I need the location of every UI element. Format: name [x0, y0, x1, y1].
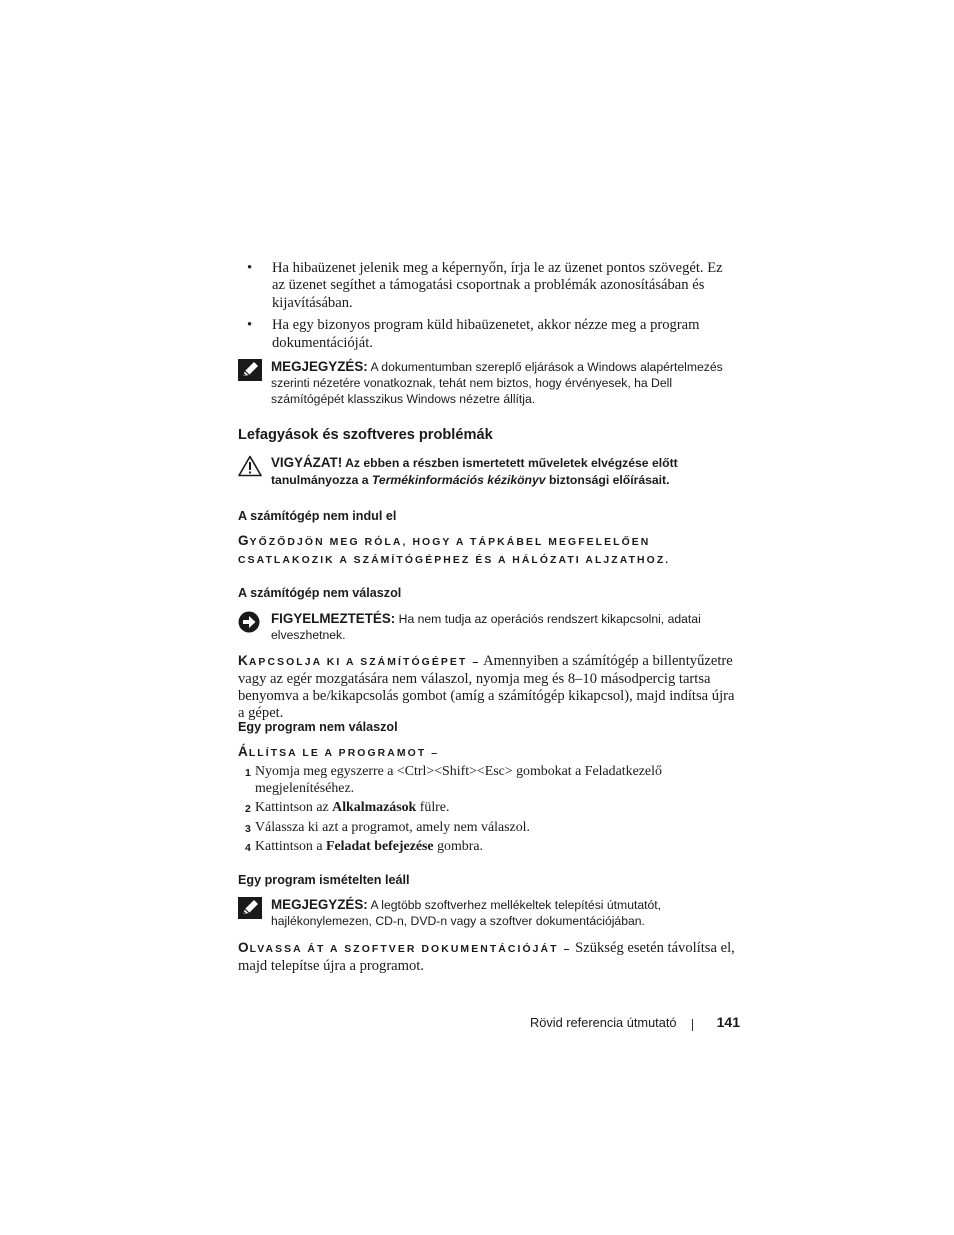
section-title: Lefagyások és szoftveres problémák — [238, 427, 493, 443]
caution-italic-title: Termékinformációs kézikönyv — [371, 472, 546, 487]
step-text: Kattintson az — [255, 800, 333, 815]
step-item — [238, 839, 738, 856]
note-pencil-icon — [238, 359, 262, 381]
caution-box — [238, 455, 738, 488]
instruction-text: YŐZŐDJÖN MEG RÓLA, HOGY A TÁPKÁBEL MEGFELELŐEN CSATLAKOZIK A SZÁMÍTÓGÉPHEZ ÉS A HÁLÓZATI ALJZATHOZ. — [238, 537, 671, 566]
instruction-paragraph — [238, 652, 738, 722]
step-text: Nyomja meg egyszerre a <Ctrl><Shift><Esc> gombokat a Feladatkezelő megjelenítéséhez. — [255, 764, 662, 796]
warning-label: FIGYELMEZTETÉS: — [271, 611, 396, 626]
note-box — [238, 897, 738, 929]
caution-text-before: Az ebben a részben ismertetett műveletek elvégzése előtt tanulmányozza a — [271, 456, 678, 487]
step-number: 4 — [245, 842, 251, 854]
warning-text: Ha nem tudja az operációs rendszert kikapcsolni, adatai elveszhetnek. — [271, 612, 701, 642]
lead-text: LLÍTSA LE A PROGRAMOT – — [248, 748, 440, 759]
step-number: 1 — [245, 767, 251, 779]
bullet-text: Ha egy bizonyos program küld hibaüzenetet, akkor nézze meg a program dokumentációját. — [272, 317, 700, 351]
step-bold-text: Alkalmazások — [332, 800, 417, 815]
lead-initial: K — [238, 653, 249, 668]
bullet-text: Ha hibaüzenet jelenik meg a képernyőn, írja le az üzenet pontos szövegét. Ez az üzenet segíthet a támogatási csoportnak a problémák azonosításában és kijavításában. — [272, 260, 723, 311]
lead-initial: Á — [238, 744, 249, 759]
subsection-title: Egy program nem válaszol — [238, 720, 398, 734]
step-item — [238, 764, 738, 797]
subsection-title: Egy program ismételten leáll — [238, 873, 410, 887]
step-text-after: gombra. — [433, 839, 483, 854]
note-text: A dokumentumban szereplő eljárások a Windows alapértelmezés szerinti nézetére vonatkoznak, tehát nem biztos, hogy érvényesek, ha Dell számítógépét klasszikus Windows nézetre állítja. — [271, 360, 723, 406]
bullet-symbol: • — [247, 260, 253, 276]
step-number: 2 — [245, 803, 251, 815]
step-text: Válassza ki azt a programot, amely nem válaszol. — [255, 819, 531, 835]
page-footer — [530, 1015, 740, 1030]
step-text-after: fülre. — [416, 800, 450, 815]
instruction-paragraph — [238, 939, 738, 975]
caution-text-after: biztonsági előírásait. — [548, 472, 670, 487]
warning-box — [238, 611, 738, 643]
bullet-symbol: • — [247, 317, 253, 334]
step-text: Kattintson a — [255, 839, 326, 854]
note-box — [238, 359, 738, 407]
paragraph-body: Szükség esetén távolítsa el, majd telepítse újra a programot. — [238, 940, 735, 974]
step-item — [238, 820, 738, 837]
caution-triangle-icon — [238, 455, 262, 477]
step-list — [238, 764, 738, 859]
note-pencil-icon — [238, 897, 262, 919]
step-bold-text: Feladat befejezése — [326, 839, 434, 854]
subsection-title: A számítógép nem indul el — [238, 509, 397, 523]
subsection-title: A számítógép nem válaszol — [238, 586, 402, 600]
instruction-initial: G — [238, 533, 250, 548]
note-label: MEGJEGYZÉS: — [271, 897, 368, 912]
warning-arrow-icon — [238, 611, 262, 633]
caution-label: VIGYÁZAT! — [271, 455, 343, 470]
step-item — [238, 800, 738, 817]
lead-initial: O — [238, 940, 250, 955]
instruction — [238, 743, 738, 762]
footer-separator — [692, 1019, 693, 1031]
note-text: A legtöbb szoftverhez mellékeltek telepítési útmutatót, hajlékonylemezen, CD-n, DVD-n vagy a szoftver dokumentációjában. — [271, 898, 662, 928]
bullet-item — [238, 260, 738, 312]
note-label: MEGJEGYZÉS: — [271, 359, 368, 374]
step-number: 3 — [245, 822, 251, 835]
footer-title: Rövid referencia útmutató — [530, 1015, 677, 1030]
bullet-item — [238, 317, 738, 352]
paragraph-body: Amennyiben a számítógép a billentyűzetre vagy az egér mozgatására nem válaszol, nyomja meg és 8–10 másodpercig tartsa benyomva a be/kikapcsolás gombot (amíg a számítógép kikapcsol), majd indítsa újra a gépet. — [238, 653, 735, 721]
page-number: 141 — [716, 1014, 740, 1030]
instruction — [238, 532, 738, 569]
bullet-list — [238, 260, 738, 357]
lead-text: LVASSA ÁT A SZOFTVER DOKUMENTÁCIÓJÁT – — [249, 944, 572, 955]
lead-text: APCSOLJA KI A SZÁMÍTÓGÉPET – — [248, 657, 481, 668]
